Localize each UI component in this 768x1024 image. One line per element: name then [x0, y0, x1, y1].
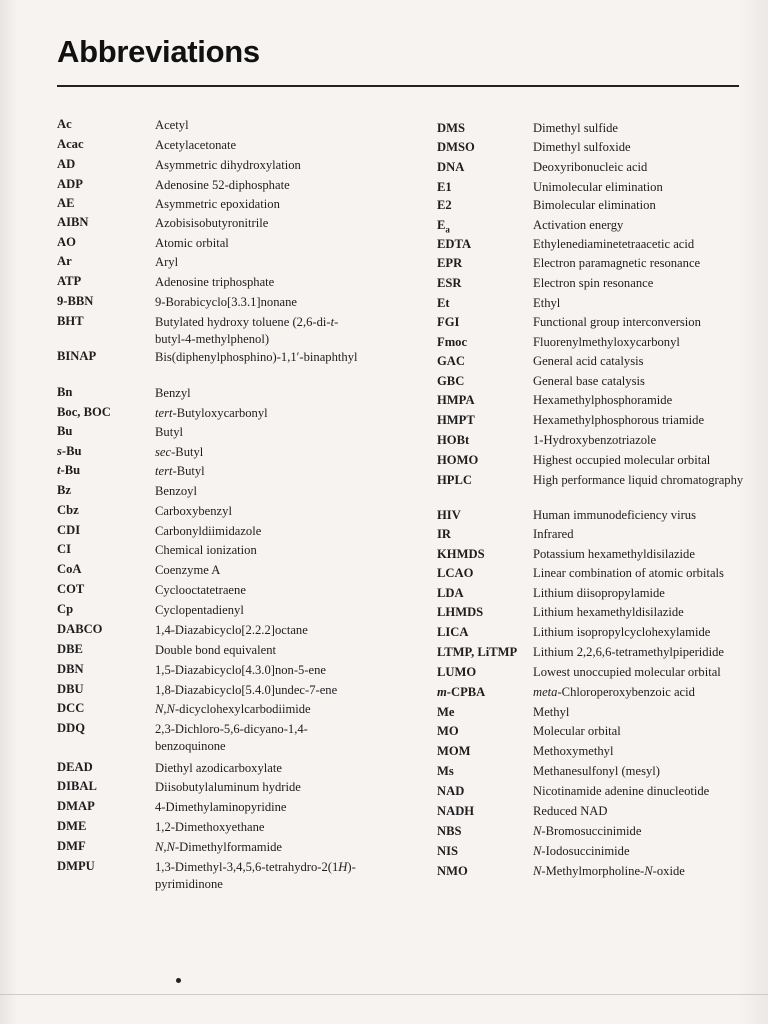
abbreviation-definition: Benzoyl — [155, 484, 197, 498]
abbreviation-term: CI — [57, 542, 71, 556]
abbreviation-term: COT — [57, 582, 85, 596]
abbreviation-term: Acac — [57, 137, 84, 151]
abbreviation-definition: Linear combination of atomic orbitals — [533, 566, 724, 580]
abbreviation-definition: N-Bromosuccinimide — [533, 824, 642, 838]
abbreviation-definition: Bimolecular elimination — [533, 198, 656, 212]
abbreviation-term: DME — [57, 819, 87, 833]
abbreviation-term: Bn — [57, 385, 73, 399]
abbreviation-definition: Butylated hydroxy toluene (2,6-di-t-butyl-4-methylphenol) — [155, 315, 339, 346]
abbreviation-definition: Lowest unoccupied molecular orbital — [533, 665, 721, 679]
title-rule — [57, 85, 739, 87]
abbreviation-definition: tert-Butyl — [155, 464, 205, 478]
abbreviation-term: s-Bu — [57, 444, 82, 458]
abbreviation-term: FGI — [437, 315, 460, 329]
abbreviation-term: AIBN — [57, 215, 89, 229]
abbreviation-term: BINAP — [57, 349, 97, 363]
abbreviation-term: LTMP, LiTMP — [437, 645, 518, 659]
abbreviation-term: HOMO — [437, 453, 479, 467]
abbreviation-term: Boc, BOC — [57, 405, 111, 419]
abbreviation-definition: Infrared — [533, 527, 574, 541]
abbreviation-definition: Adenosine 52-diphosphate — [155, 178, 290, 192]
abbreviation-definition: Hexamethylphosphoramide — [533, 393, 673, 407]
abbreviation-term: m-CPBA — [437, 685, 486, 699]
abbreviation-term: DDQ — [57, 721, 85, 735]
abbreviation-definition: Butyl — [155, 425, 183, 439]
abbreviation-definition: N,N-dicyclohexylcarbodiimide — [155, 702, 311, 716]
abbreviation-definition: Methoxymethyl — [533, 744, 614, 758]
abbreviation-term: Me — [437, 705, 455, 719]
abbreviation-definition: Electron paramagnetic resonance — [533, 256, 701, 270]
abbreviation-definition: Lithium hexamethyldisilazide — [533, 605, 684, 619]
abbreviation-definition: Activation energy — [533, 218, 624, 232]
abbreviation-definition: 1,3-Dimethyl-3,4,5,6-tetrahydro-2(1H)-pyrimidinone — [155, 860, 356, 891]
abbreviation-term: GAC — [437, 354, 465, 368]
abbreviation-definition: meta-Chloroperoxybenzoic acid — [533, 685, 695, 699]
abbreviation-definition: Chemical ionization — [155, 543, 257, 557]
abbreviation-term: Et — [437, 296, 450, 310]
abbreviation-term: CoA — [57, 562, 82, 576]
abbreviation-definition: N,N-Dimethylformamide — [155, 840, 282, 854]
abbreviation-definition: Lithium 2,2,6,6-tetramethylpiperidide — [533, 645, 724, 659]
abbreviation-term: DIBAL — [57, 779, 97, 793]
abbreviation-definition: Dimethyl sulfoxide — [533, 140, 631, 154]
abbreviation-term: DMSO — [437, 140, 475, 154]
abbreviation-term: Ar — [57, 254, 72, 268]
abbreviation-term: IR — [437, 527, 451, 541]
abbreviation-term: Cp — [57, 602, 74, 616]
abbreviation-term: $E_a$ — [437, 218, 450, 235]
abbreviation-term: ADP — [57, 177, 83, 191]
abbreviation-term: DMF — [57, 839, 86, 853]
abbreviation-definition: Highest occupied molecular orbital — [533, 453, 711, 467]
abbreviation-term: LUMO — [437, 665, 477, 679]
abbreviation-definition: sec-Butyl — [155, 445, 204, 459]
abbreviation-definition: General acid catalysis — [533, 354, 644, 368]
abbreviation-definition: Adenosine triphosphate — [155, 275, 275, 289]
abbreviation-term: DBE — [57, 642, 83, 656]
abbreviation-term: NIS — [437, 844, 458, 858]
abbreviation-term: CDI — [57, 523, 81, 537]
abbreviation-definition: 1-Hydroxybenzotriazole — [533, 433, 657, 447]
abbreviation-definition: 1,2-Dimethoxyethane — [155, 820, 265, 834]
abbreviation-term: KHMDS — [437, 547, 485, 561]
abbreviation-term: ATP — [57, 274, 82, 288]
abbreviation-term: DMS — [437, 121, 465, 135]
abbreviation-definition: 4-Dimethylaminopyridine — [155, 800, 287, 814]
abbreviation-term: DBU — [57, 682, 84, 696]
abbreviation-definition: Unimolecular elimination — [533, 180, 663, 194]
abbreviation-term: Ac — [57, 117, 72, 131]
abbreviation-definition: 1,8-Diazabicyclo[5.4.0]undec-7-ene — [155, 683, 338, 697]
abbreviation-definition: N-Iodosuccinimide — [533, 844, 630, 858]
abbreviation-term: E2 — [437, 198, 452, 212]
abbreviation-term: ESR — [437, 276, 462, 290]
abbreviation-term: t-Bu — [57, 463, 81, 477]
abbreviation-term: MO — [437, 724, 459, 738]
abbreviation-term: E1 — [437, 180, 452, 194]
abbreviation-term: LHMDS — [437, 605, 484, 619]
abbreviation-definition: Fluorenylmethyloxycarbonyl — [533, 335, 680, 349]
abbreviation-definition: Ethylenediaminetetraacetic acid — [533, 237, 695, 251]
abbreviation-definition: Coenzyme A — [155, 563, 221, 577]
abbreviation-definition: Benzyl — [155, 386, 191, 400]
abbreviation-definition: Molecular orbital — [533, 724, 621, 738]
abbreviation-definition: Cyclopentadienyl — [155, 603, 244, 617]
abbreviation-term: Cbz — [57, 503, 79, 517]
abbreviation-definition: Acetyl — [155, 118, 189, 132]
abbreviation-definition: Lithium diisopropylamide — [533, 586, 665, 600]
abbreviation-term: DEAD — [57, 760, 93, 774]
abbreviation-definition: Cyclooctatetraene — [155, 583, 246, 597]
abbreviation-term: DMPU — [57, 859, 95, 873]
abbreviation-term: DABCO — [57, 622, 103, 636]
abbreviation-term: NAD — [437, 784, 465, 798]
abbreviation-term: Fmoc — [437, 335, 468, 349]
abbreviation-definition: Carboxybenzyl — [155, 504, 232, 518]
abbreviation-definition: Asymmetric epoxidation — [155, 197, 280, 211]
page-edge — [0, 994, 768, 995]
abbreviation-definition: N-Methylmorpholine-N-oxide — [533, 864, 685, 878]
abbreviation-definition: 9-Borabicyclo[3.3.1]nonane — [155, 295, 297, 309]
abbreviation-definition: Human immunodeficiency virus — [533, 508, 696, 522]
page-mark — [176, 978, 181, 983]
page-title: Abbreviations — [57, 34, 260, 69]
abbreviation-term: HOBt — [437, 433, 470, 447]
abbreviation-definition: tert-Butyloxycarbonyl — [155, 406, 268, 420]
abbreviation-term: AE — [57, 196, 75, 210]
abbreviation-definition: Hexamethylphosphorous triamide — [533, 413, 705, 427]
abbreviation-definition: Functional group interconversion — [533, 315, 701, 329]
abbreviation-definition: Azobisisobutyronitrile — [155, 216, 269, 230]
abbreviation-definition: Bis(diphenylphosphino)-1,1′-binaphthyl — [155, 350, 358, 364]
abbreviation-definition: Asymmetric dihydroxylation — [155, 158, 301, 172]
abbreviation-definition: Diethyl azodicarboxylate — [155, 761, 282, 775]
abbreviation-term: NADH — [437, 804, 475, 818]
abbreviation-definition: Aryl — [155, 255, 179, 269]
abbreviation-definition: Nicotinamide adenine dinucleotide — [533, 784, 710, 798]
abbreviation-term: Bu — [57, 424, 73, 438]
abbreviation-term: EDTA — [437, 237, 472, 251]
abbreviation-definition: General base catalysis — [533, 374, 645, 388]
abbreviation-definition: Methanesulfonyl (mesyl) — [533, 764, 660, 778]
abbreviation-definition: Reduced NAD — [533, 804, 608, 818]
abbreviation-term: BHT — [57, 314, 84, 328]
abbreviation-term: AD — [57, 157, 76, 171]
abbreviation-term: NMO — [437, 864, 468, 878]
abbreviation-term: DCC — [57, 701, 85, 715]
abbreviation-term: HMPT — [437, 413, 475, 427]
abbreviation-definition: Double bond equivalent — [155, 643, 277, 657]
abbreviation-definition: 2,3-Dichloro-5,6-dicyano-1,4-benzoquinone — [155, 722, 308, 753]
abbreviation-definition: Lithium isopropylcyclohexylamide — [533, 625, 711, 639]
abbreviation-definition: Electron spin resonance — [533, 276, 654, 290]
abbreviation-term: EPR — [437, 256, 463, 270]
abbreviation-definition: Diisobutylaluminum hydride — [155, 780, 301, 794]
abbreviation-definition: Deoxyribonucleic acid — [533, 160, 648, 174]
abbreviation-term: DMAP — [57, 799, 95, 813]
abbreviation-term: Ms — [437, 764, 454, 778]
abbreviation-term: GBC — [437, 374, 465, 388]
abbreviation-term: HPLC — [437, 473, 472, 487]
abbreviation-term: HIV — [437, 508, 461, 522]
abbreviation-term: DNA — [437, 160, 465, 174]
abbreviation-definition: Atomic orbital — [155, 236, 229, 250]
abbreviation-definition: Carbonyldiimidazole — [155, 524, 262, 538]
abbreviation-definition: Dimethyl sulfide — [533, 121, 618, 135]
abbreviation-definition: High performance liquid chromatography — [533, 473, 744, 487]
abbreviation-term: AO — [57, 235, 76, 249]
abbreviation-term: LCAO — [437, 566, 474, 580]
abbreviation-term: DBN — [57, 662, 84, 676]
abbreviation-definition: Ethyl — [533, 296, 561, 310]
abbreviation-definition: 1,4-Diazabicyclo[2.2.2]octane — [155, 623, 308, 637]
abbreviation-definition: Potassium hexamethyldisilazide — [533, 547, 695, 561]
abbreviation-term: 9-BBN — [57, 294, 94, 308]
abbreviation-definition: 1,5-Diazabicyclo[4.3.0]non-5-ene — [155, 663, 326, 677]
abbreviation-definition: Acetylacetonate — [155, 138, 237, 152]
abbreviation-term: Bz — [57, 483, 71, 497]
abbreviation-term: LDA — [437, 586, 464, 600]
abbreviation-term: LICA — [437, 625, 469, 639]
abbreviation-definition: Methyl — [533, 705, 570, 719]
abbreviation-term: MOM — [437, 744, 471, 758]
abbreviation-term: NBS — [437, 824, 462, 838]
abbreviation-term: HMPA — [437, 393, 475, 407]
